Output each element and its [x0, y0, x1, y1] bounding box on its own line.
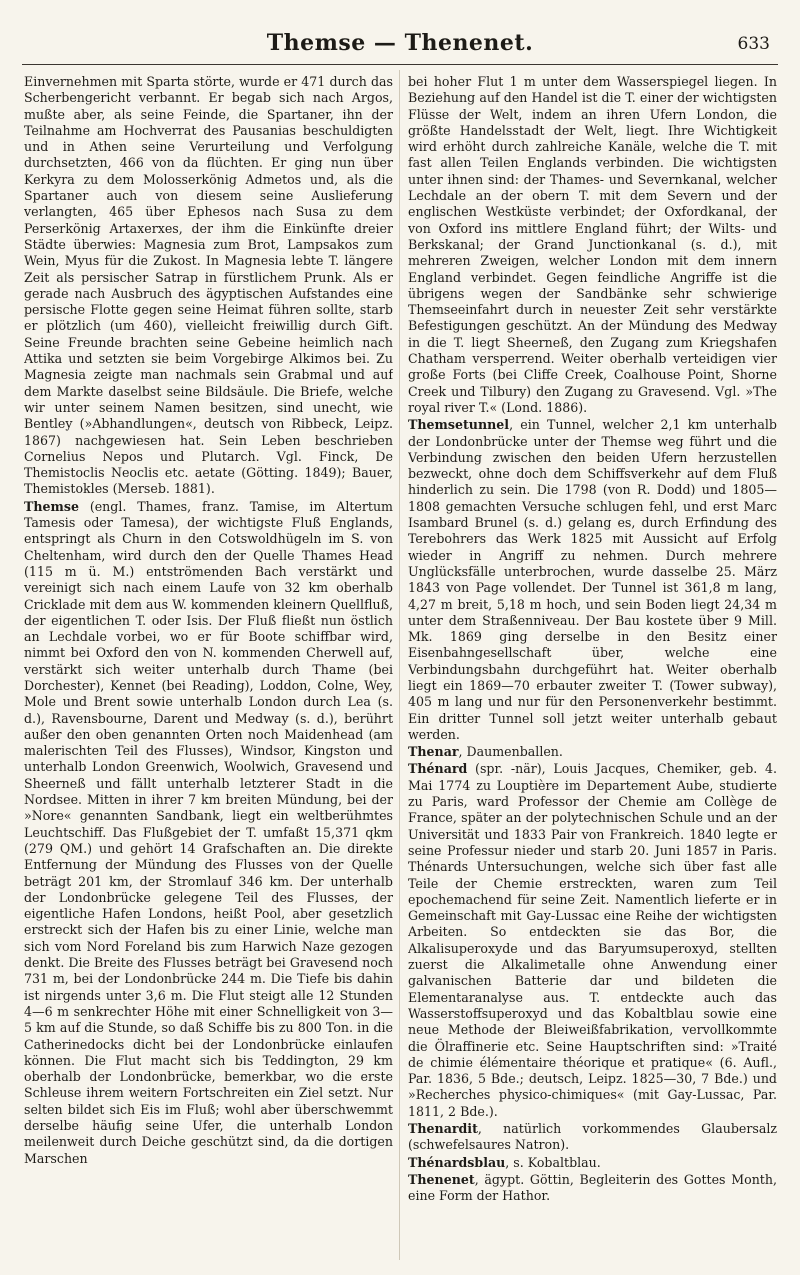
entry-headword: Themse — [24, 498, 79, 514]
entry-text: , Daumenballen. — [458, 744, 563, 760]
entry-headword: Themsetunnel — [408, 417, 510, 433]
entry-headword: Thenenet — [408, 1171, 475, 1187]
entry-paragraph — [408, 761, 777, 1120]
entry-headword: Thenardit — [408, 1121, 478, 1136]
entry-paragraph — [408, 1121, 777, 1154]
page-header — [22, 30, 778, 60]
header-rule — [22, 64, 778, 65]
entry-paragraph — [408, 1155, 777, 1171]
entry-text: bei hoher Flut 1 m unter dem Wasserspiegel liegen. In Beziehung auf den Handel ist die T. einer der wichtigsten Flüsse der Welt, indem an ihren Ufern London, die größte Handelsstadt der Welt, liegt. Ihre Wichtigkeit wird erhöht durch zahlreiche Kanäle, welche die T. mit fast allen Teilen Englands verbinden. Die wichtigsten unter ihnen sind: der Thames- und Severnkanal, welcher Lechdale an der obern T. mit dem Severn und der englischen Westküste verbindet; der Oxfordkanal, der von Oxford ins mittlere England führt; der Wilts- und Berkskanal; der Grand Junctionkanal (s. d.), mit mehreren Zweigen, welcher London mit dem innern England verbindet. Gegen feindliche Angriffe ist die übrigens wegen der Sandbänke sehr schwierige Themseeinfahrt durch in neuester Zeit sehr verstärkte Befestigungen geschützt. An der Mündung des Medway in die T. liegt Sheerneß, den Zugang zum Kriegshafen Chatham versperrend. Weiter oberhalb verteidigen vier große Forts (bei Cliffe Creek, Coalhouse Point, Shorne Creek und Tilbury) den Zugang zu Gravesend. Vgl. »The royal river T.« (Lond. 1886). — [408, 74, 777, 415]
entry-paragraph — [24, 499, 393, 1167]
left-column — [24, 74, 393, 1259]
entry-paragraph — [408, 1172, 777, 1205]
entry-text: (engl. Thames, franz. Tamise, im Altertum Tamesis oder Tamesa), der wichtigste Fluß Englands, entspringt als Churn in den Cotswoldhügeln im S. von Cheltenham, wird durch den der Quelle Thames Head (115 m ü. M.) entströmenden Bach verstärkt und vereinigt sich nach einem Laufe von 32 km oberhalb Cricklade mit dem aus W. kommenden kleinern Quellfluß, der eigentlichen T. oder Isis. Der Fluß fließt nun östlich an Lechdale vorbei, wo er für Boote schiffbar wird, nimmt bei Oxford den von N. kommenden Cherwell auf, verstärkt sich weiter unterhalb durch Thame (bei Dorchester), Kennet (bei Reading), Loddon, Colne, Wey, Mole und Brent sowie unterhalb London durch Lea (s. d.), Ravensbourne, Darent und Medway (s. d.), berührt außer den oben genannten Orten noch Maidenhead (am malerischten Teil des Flusses), Windsor, Kingston und unterhalb London Greenwich, Woolwich, Gravesend und Sheerneß und fällt unterhalb letzterer Stadt in die Nordsee. Mitten in ihrer 7 km breiten Mündung, bei der »Nore« genannten Sandbank, liegt ein weltberühmtes Leuchtschiff. Das Flußgebiet der T. umfaßt 15,371 qkm (279 QM.) und gehört 14 Grafschaften an. Die direkte Entfernung der Mündung des Flusses von der Quelle beträgt 201 km, der Stromlauf 346 km. Der unterhalb der Londonbrücke gelegene Teil des Flusses, der eigentliche Hafen Londons, heißt Pool, aber gesetzlich erstreckt sich der Hafen bis zu einer Linie, welche man sich vom Nord Foreland bis zum Harwich Naze gezogen denkt. Die Breite des Flusses beträgt bei Gravesend noch 731 m, bei der Londonbrücke 244 m. Die Tiefe bis dahin ist nirgends unter 3,6 m. Die Flut steigt alle 12 Stunden 4—6 m senkrechter Höhe mit einer Schnelligkeit von 3—5 km auf die Stunde, so daß Schiffe bis zu 800 Ton. in die Catherinedocks dicht bei der Londonbrücke einlaufen können. Die Flut macht sich bis Teddington, 29 km oberhalb der Londonbrücke, bemerkbar, wo die erste Schleuse ihrem weitern Fortschreiten ein Ziel setzt. Nur selten bildet sich Eis im Fluß; wohl aber überschwemmt derselbe häufig seine Ufer, die unterhalb London meilenweit durch Deiche geschützt sind, da die dortigen Marschen — [24, 498, 393, 1166]
entry-headword: Thénard — [408, 761, 468, 777]
column-divider — [399, 70, 400, 1260]
entry-paragraph — [408, 74, 777, 416]
entry-paragraph — [408, 744, 777, 760]
running-title: Themse — Thenenet. — [266, 30, 534, 56]
entry-paragraph — [24, 74, 393, 498]
entry-paragraph — [408, 417, 777, 743]
right-column — [408, 74, 777, 1259]
entry-text: , ein Tunnel, welcher 2,1 km unterhalb der Londonbrücke unter der Themse weg führt und die Verbindung zwischen den beiden Ufern herzustellen bezweckt, ohne doch dem Schiffsverkehr auf dem Fluß hinderlich zu sein. Die 1798 (von R. Dodd) und 1805—1808 gemachten Versuche schlugen fehl, und erst Marc Isambard Brunel (s. d.) gelang es, durch Erfindung des Terebohrers das Werk 1825 mit Aussicht auf Erfolg wieder in Angriff zu nehmen. Durch mehrere Unglücksfälle unterbrochen, wurde dasselbe 25. März 1843 von Page vollendet. Der Tunnel ist 361,8 m lang, 4,27 m breit, 5,18 m hoch, und sein Boden liegt 24,34 m unter dem Straßenniveau. Der Bau kostete über 9 Mill. Mk. 1869 ging derselbe in den Besitz einer Eisenbahngesellschaft über, welche eine Verbindungsbahn durchgeführt hat. Weiter oberhalb liegt ein 1869—70 erbauter zweiter T. (Tower subway), 405 m lang und nur für den Personenverkehr bestimmt. Ein dritter Tunnel soll jetzt weiter unterhalb gebaut werden. — [408, 417, 777, 742]
entry-headword: Thénardsblau — [408, 1154, 506, 1170]
entry-text: (spr. -när), Louis Jacques, Chemiker, geb. 4. Mai 1774 zu Louptière im Departement Aube, studierte zu Paris, ward Professor der Chemie am Collège de France, später an der polytechnischen Schule und an der Universität und 1833 Pair von Frankreich. 1840 legte er seine Professur nieder und starb 20. Juni 1857 in Paris. Thénards Untersuchungen, welche sich über fast alle Teile der Chemie erstreckten, waren zum Teil epochemachend für seine Zeit. Namentlich lieferte er in Gemeinschaft mit Gay-Lussac eine Reihe der wichtigsten Arbeiten. So entdeckten sie das Bor, die Alkalisuperoxyde und das Baryumsuperoxyd, stellten zuerst die Alkalimetalle ohne Anwendung einer galvanischen Batterie dar und bildeten die Elementaranalyse aus. T. entdeckte auch das Wasserstoffsuperoxyd und das Kobaltblau sowie eine neue Methode der Bleiweißfabrikation, vervollkommte die Ölraffinerie etc. Seine Hauptschriften sind: »Traité de chimie élémentaire théorique et pratique« (6. Aufl., Par. 1836, 5 Bde.; deutsch, Leipz. 1825—30, 7 Bde.) und »Recherches physico-chimiques« (mit Gay-Lussac, Par. 1811, 2 Bde.). — [408, 761, 777, 1119]
page-number: 633 — [737, 34, 770, 54]
entry-headword: Thenar — [408, 744, 459, 760]
entry-text: , ägypt. Göttin, Begleiterin des Gottes Month, eine Form der Hathor. — [408, 1171, 777, 1204]
entry-text: , natürlich vorkommendes Glaubersalz (schwefelsaures Natron). — [408, 1121, 777, 1153]
entry-text: Einvernehmen mit Sparta störte, wurde er 471 durch das Scherbengericht verbannt. Er begab sich nach Argos, mußte aber, als seine Feinde, die Spartaner, ihn der Teilnahme am Hochverrat des Pausanias beschuldigten und in Athen seine Verurteilung und Verfolgung durchsetzten, 466 von da flüchten. Er ging nun über Kerkyra zu dem Molosserkönig Admetos und, als die Spartaner auch von diesem seine Auslieferung verlangten, 465 über Ephesos nach Susa zu dem Perserkönig Artaxerxes, der ihm die Einkünfte dreier Städte überwies: Magnesia zum Brot, Lampsakos zum Wein, Myus für die Zukost. In Magnesia lebte T. längere Zeit als persischer Satrap in fürstlichem Prunk. Als er gerade nach Ausbruch des ägyptischen Aufstandes eine persische Flotte gegen seine Heimat führen sollte, starb er plötzlich (um 460), vielleicht freiwillig durch Gift. Seine Freunde brachten seine Gebeine heimlich nach Attika und setzten sie beim Vorgebirge Alkimos bei. Zu Magnesia zeigte man nachmals sein Grabmal und auf dem Markte daselbst seine Bildsäule. Die Briefe, welche wir unter seinem Namen besitzen, sind unecht, wie Bentley (»Abhandlungen«, deutsch von Ribbeck, Leipz. 1867) nachgewiesen hat. Sein Leben beschrieben Cornelius Nepos und Plutarch. Vgl. Finck, De Themistoclis Neoclis etc. aetate (Götting. 1849); Bauer, Themistokles (Merseb. 1881). — [24, 74, 393, 497]
entry-text: , s. Kobaltblau. — [505, 1154, 601, 1170]
